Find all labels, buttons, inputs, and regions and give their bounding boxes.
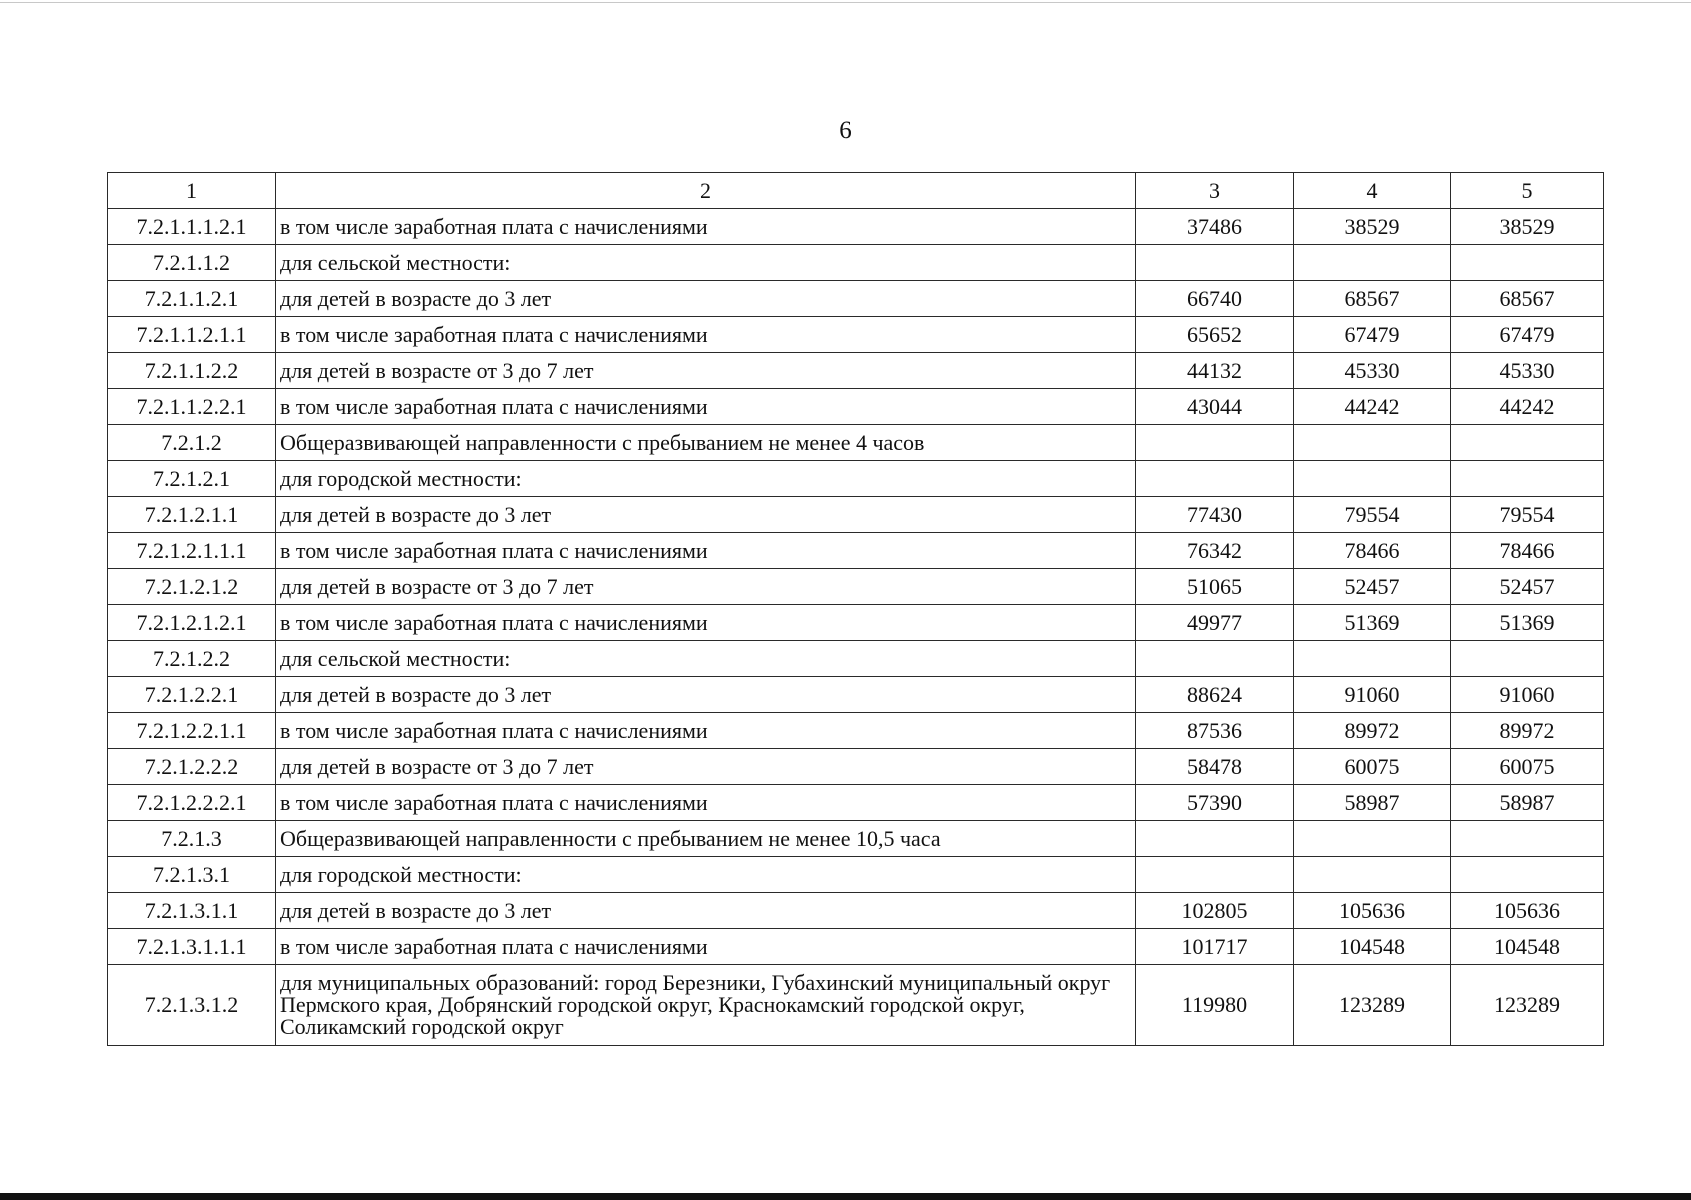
row-description: для детей в возрасте до 3 лет: [276, 497, 1136, 533]
page-number: 6: [839, 117, 852, 144]
column-header-5: 5: [1451, 173, 1604, 209]
row-code: 7.2.1.3: [108, 821, 276, 857]
row-value-col3: 88624: [1136, 677, 1294, 713]
row-value-col4: 91060: [1294, 677, 1451, 713]
row-value-col5: 123289: [1451, 965, 1604, 1046]
row-code: 7.2.1.3.1.1: [108, 893, 276, 929]
table-row: [108, 425, 1604, 461]
row-value-col5: 68567: [1451, 281, 1604, 317]
row-value-col4: 38529: [1294, 209, 1451, 245]
row-description: в том числе заработная плата с начислениями: [276, 209, 1136, 245]
table-row: [108, 893, 1604, 929]
row-value-col4: 52457: [1294, 569, 1451, 605]
table-row: [108, 281, 1604, 317]
table-body: [108, 209, 1604, 1046]
row-value-col3: [1136, 245, 1294, 281]
row-value-col5: [1451, 425, 1604, 461]
row-value-col4: [1294, 821, 1451, 857]
row-code: 7.2.1.2.2.2: [108, 749, 276, 785]
row-value-col3: 37486: [1136, 209, 1294, 245]
row-code: 7.2.1.2: [108, 425, 276, 461]
row-value-col5: 105636: [1451, 893, 1604, 929]
row-value-col5: 52457: [1451, 569, 1604, 605]
row-value-col4: 89972: [1294, 713, 1451, 749]
row-value-col3: 102805: [1136, 893, 1294, 929]
row-description: в том числе заработная плата с начислениями: [276, 929, 1136, 965]
column-header-1: 1: [108, 173, 276, 209]
row-description: в том числе заработная плата с начислениями: [276, 317, 1136, 353]
row-value-col3: 65652: [1136, 317, 1294, 353]
column-header-3: 3: [1136, 173, 1294, 209]
row-description: в том числе заработная плата с начислениями: [276, 713, 1136, 749]
row-description: в том числе заработная плата с начислениями: [276, 605, 1136, 641]
row-value-col4: 45330: [1294, 353, 1451, 389]
row-value-col4: [1294, 425, 1451, 461]
column-header-2: 2: [276, 173, 1136, 209]
row-value-col3: 44132: [1136, 353, 1294, 389]
row-value-col5: 67479: [1451, 317, 1604, 353]
row-code: 7.2.1.2.1: [108, 461, 276, 497]
row-code: 7.2.1.1.2.1: [108, 281, 276, 317]
row-value-col5: 58987: [1451, 785, 1604, 821]
row-value-col3: 58478: [1136, 749, 1294, 785]
row-description: Общеразвивающей направленности с пребыванием не менее 4 часов: [276, 425, 1136, 461]
table-row: [108, 569, 1604, 605]
row-value-col5: 51369: [1451, 605, 1604, 641]
row-code: 7.2.1.2.2: [108, 641, 276, 677]
row-value-col5: 89972: [1451, 713, 1604, 749]
row-value-col3: [1136, 821, 1294, 857]
table-row: [108, 209, 1604, 245]
row-value-col4: 60075: [1294, 749, 1451, 785]
row-value-col5: [1451, 461, 1604, 497]
row-value-col4: 78466: [1294, 533, 1451, 569]
row-value-col4: 105636: [1294, 893, 1451, 929]
row-value-col3: 76342: [1136, 533, 1294, 569]
row-value-col3: 49977: [1136, 605, 1294, 641]
row-code: 7.2.1.2.2.1.1: [108, 713, 276, 749]
row-value-col5: [1451, 245, 1604, 281]
row-value-col3: 66740: [1136, 281, 1294, 317]
row-code: 7.2.1.3.1.2: [108, 965, 276, 1046]
row-value-col4: 123289: [1294, 965, 1451, 1046]
row-code: 7.2.1.2.1.2: [108, 569, 276, 605]
table-header-row: [108, 173, 1604, 209]
row-value-col4: 68567: [1294, 281, 1451, 317]
row-code: 7.2.1.2.2.1: [108, 677, 276, 713]
row-description: для детей в возрасте от 3 до 7 лет: [276, 749, 1136, 785]
table-row: [108, 353, 1604, 389]
row-value-col4: [1294, 857, 1451, 893]
row-code: 7.2.1.1.2.2.1: [108, 389, 276, 425]
row-value-col5: [1451, 641, 1604, 677]
row-value-col3: 57390: [1136, 785, 1294, 821]
row-value-col4: 104548: [1294, 929, 1451, 965]
row-value-col4: [1294, 641, 1451, 677]
row-value-col3: 43044: [1136, 389, 1294, 425]
row-value-col5: 45330: [1451, 353, 1604, 389]
row-code: 7.2.1.3.1.1.1: [108, 929, 276, 965]
row-value-col5: [1451, 857, 1604, 893]
row-code: 7.2.1.2.2.2.1: [108, 785, 276, 821]
row-value-col3: 77430: [1136, 497, 1294, 533]
data-table: [107, 172, 1604, 1046]
row-value-col4: 44242: [1294, 389, 1451, 425]
row-value-col3: [1136, 461, 1294, 497]
row-value-col4: 58987: [1294, 785, 1451, 821]
table-row: [108, 929, 1604, 965]
table-row: [108, 641, 1604, 677]
table-row: [108, 317, 1604, 353]
table-row: [108, 857, 1604, 893]
table-row: [108, 821, 1604, 857]
row-code: 7.2.1.3.1: [108, 857, 276, 893]
row-description: для детей в возрасте до 3 лет: [276, 893, 1136, 929]
table-row: [108, 785, 1604, 821]
scan-bottom-edge: [0, 1193, 1691, 1200]
row-value-col3: [1136, 641, 1294, 677]
table-row: [108, 533, 1604, 569]
row-description: в том числе заработная плата с начислениями: [276, 785, 1136, 821]
column-header-4: 4: [1294, 173, 1451, 209]
row-value-col5: 78466: [1451, 533, 1604, 569]
row-value-col4: [1294, 245, 1451, 281]
row-value-col3: 119980: [1136, 965, 1294, 1046]
row-description: для городской местности:: [276, 857, 1136, 893]
row-value-col3: [1136, 425, 1294, 461]
row-code: 7.2.1.2.1.2.1: [108, 605, 276, 641]
row-value-col5: 60075: [1451, 749, 1604, 785]
table-row: [108, 245, 1604, 281]
row-value-col5: 91060: [1451, 677, 1604, 713]
row-value-col3: 87536: [1136, 713, 1294, 749]
row-description: для детей в возрасте до 3 лет: [276, 281, 1136, 317]
row-code: 7.2.1.1.1.2.1: [108, 209, 276, 245]
row-value-col3: 51065: [1136, 569, 1294, 605]
row-description: Общеразвивающей направленности с пребыванием не менее 10,5 часа: [276, 821, 1136, 857]
row-code: 7.2.1.1.2.2: [108, 353, 276, 389]
table-row: [108, 389, 1604, 425]
row-value-col5: [1451, 821, 1604, 857]
row-code: 7.2.1.2.1.1: [108, 497, 276, 533]
row-description: для детей в возрасте от 3 до 7 лет: [276, 569, 1136, 605]
row-value-col3: 101717: [1136, 929, 1294, 965]
scan-top-line: [0, 2, 1691, 3]
row-value-col4: 79554: [1294, 497, 1451, 533]
row-value-col5: 79554: [1451, 497, 1604, 533]
row-value-col5: 104548: [1451, 929, 1604, 965]
row-code: 7.2.1.2.1.1.1: [108, 533, 276, 569]
row-code: 7.2.1.1.2: [108, 245, 276, 281]
row-value-col4: 51369: [1294, 605, 1451, 641]
table-row: [108, 677, 1604, 713]
row-value-col4: 67479: [1294, 317, 1451, 353]
row-description: для городской местности:: [276, 461, 1136, 497]
row-description: для сельской местности:: [276, 245, 1136, 281]
row-value-col5: 44242: [1451, 389, 1604, 425]
table-row: [108, 965, 1604, 1046]
table-row: [108, 461, 1604, 497]
table-row: [108, 713, 1604, 749]
row-description: для детей в возрасте до 3 лет: [276, 677, 1136, 713]
table-row: [108, 497, 1604, 533]
row-description: для муниципальных образований: город Березники, Губахинский муниципальный округ Пермского края, Добрянский городской округ, Краснокамский городской округ, Соликамский городской округ: [276, 965, 1136, 1046]
row-description: в том числе заработная плата с начислениями: [276, 533, 1136, 569]
row-description: для сельской местности:: [276, 641, 1136, 677]
table-row: [108, 749, 1604, 785]
row-code: 7.2.1.1.2.1.1: [108, 317, 276, 353]
row-description: для детей в возрасте от 3 до 7 лет: [276, 353, 1136, 389]
table-row: [108, 605, 1604, 641]
row-value-col3: [1136, 857, 1294, 893]
row-description: в том числе заработная плата с начислениями: [276, 389, 1136, 425]
row-value-col4: [1294, 461, 1451, 497]
row-value-col5: 38529: [1451, 209, 1604, 245]
